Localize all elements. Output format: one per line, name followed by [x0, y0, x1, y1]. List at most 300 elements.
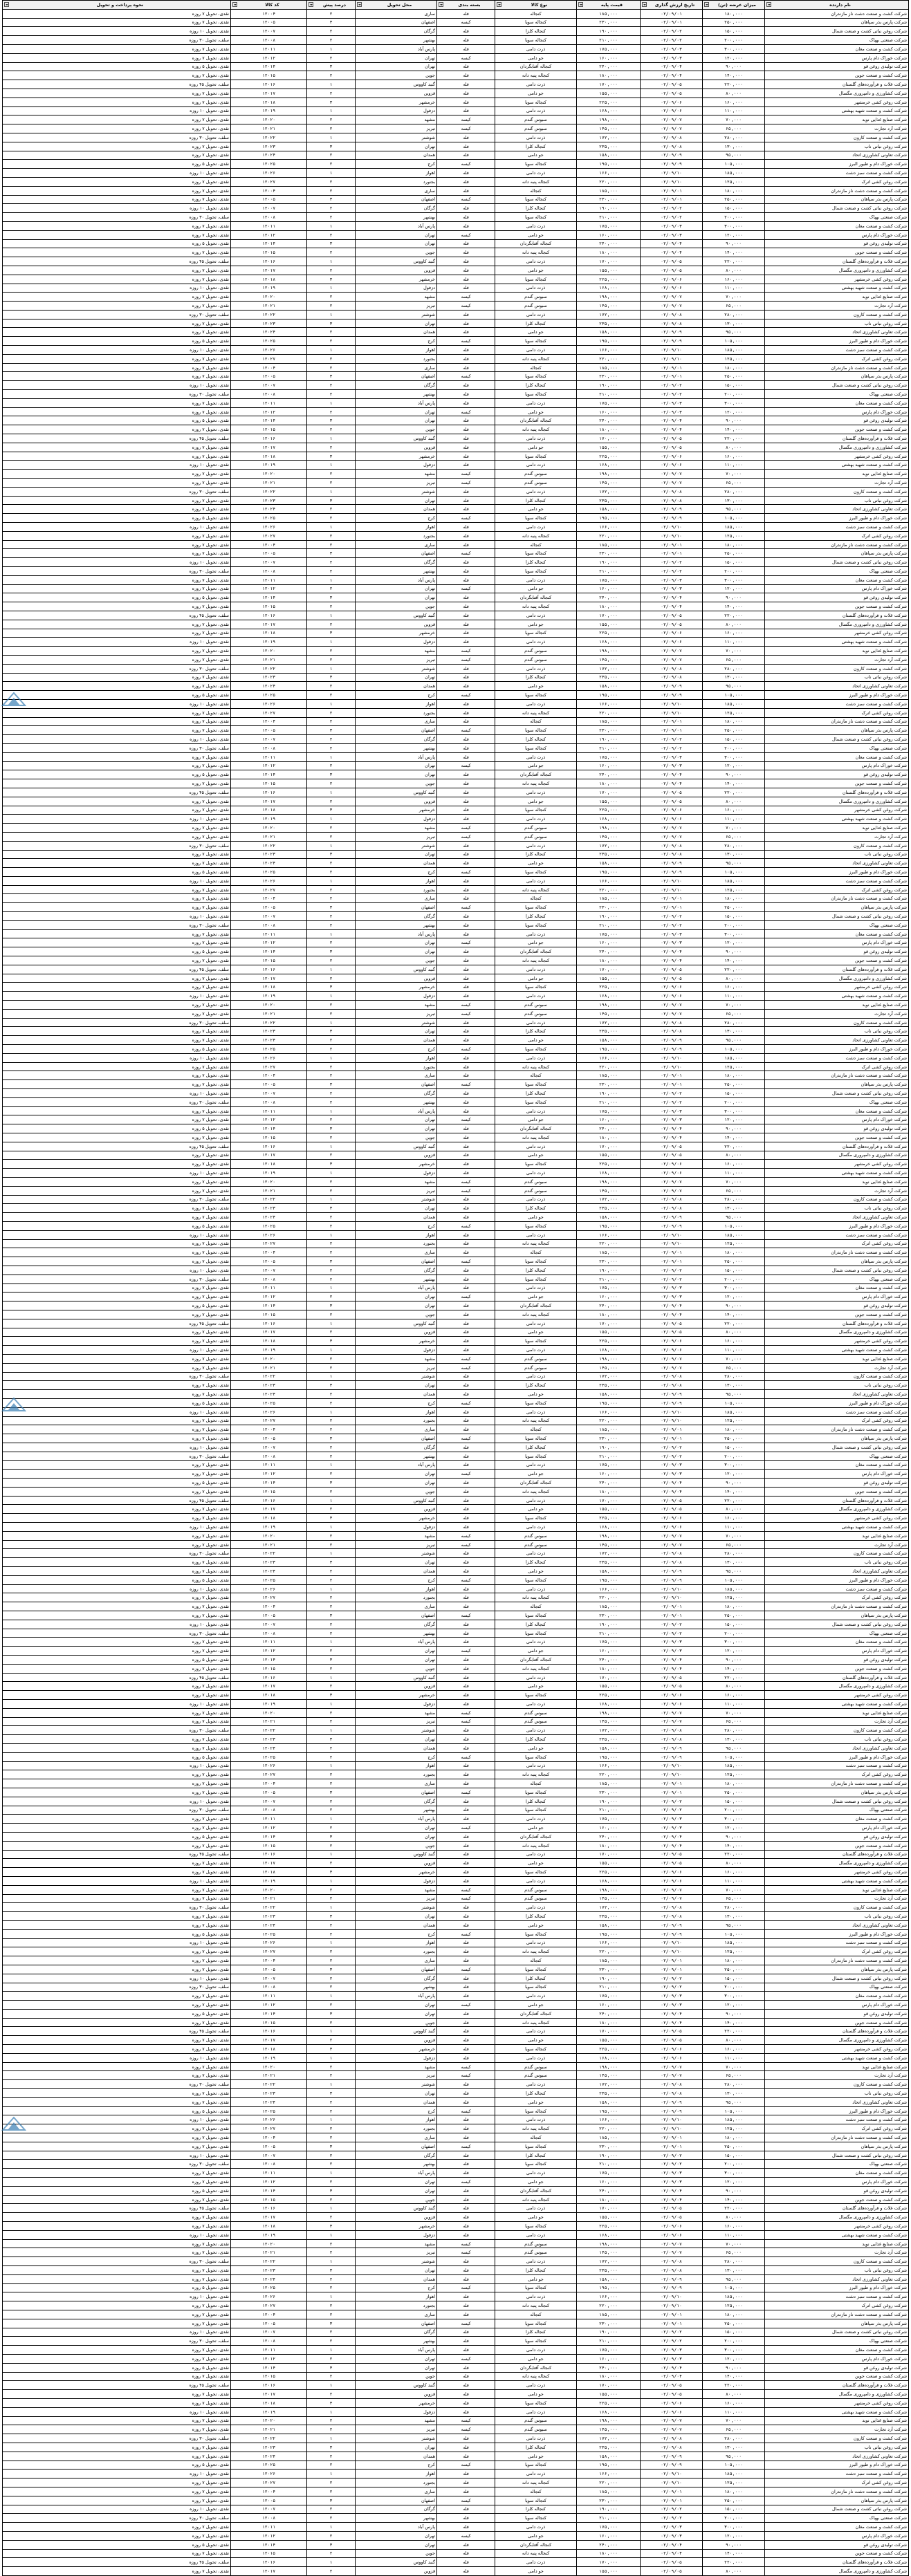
cell-owner[interactable]: شرکت روغن کشی اترک: [765, 1593, 909, 1602]
cell-terms[interactable]: سلف، تحویل ۴۵ روزه: [3, 1673, 231, 1682]
cell-product[interactable]: جو دامی: [495, 1470, 577, 1479]
cell-date[interactable]: ۰۲/۰۹/۰۶: [641, 992, 703, 1001]
cell-price[interactable]: ۱۸۰,۰۰۰: [577, 956, 641, 965]
cell-percent[interactable]: ۲: [307, 1947, 356, 1956]
cell-product[interactable]: جو دامی: [495, 1505, 577, 1514]
cell-owner[interactable]: شرکت کشت و صنعت کارون: [765, 664, 909, 673]
cell-product[interactable]: کنجاله سویا: [495, 514, 577, 523]
cell-date[interactable]: ۰۲/۰۹/۰۴: [641, 2018, 703, 2027]
cell-packing[interactable]: فله: [437, 2470, 495, 2478]
cell-quantity[interactable]: ۹۰,۰۰۰: [703, 770, 765, 779]
table-row[interactable]: [3, 1558, 909, 1567]
cell-location[interactable]: پارس آباد: [356, 1461, 437, 1470]
cell-price[interactable]: ۲۴۰,۰۰۰: [577, 2009, 641, 2018]
table-row[interactable]: [3, 1390, 909, 1399]
cell-percent[interactable]: ۱: [307, 2053, 356, 2062]
table-row[interactable]: [3, 496, 909, 505]
cell-location[interactable]: تهران: [356, 2363, 437, 2372]
cell-price[interactable]: ۲۳۰,۰۰۰: [577, 195, 641, 204]
cell-location[interactable]: جوین: [356, 602, 437, 611]
cell-percent[interactable]: ۱: [307, 1638, 356, 1647]
cell-price[interactable]: ۲۲۵,۰۰۰: [577, 2398, 641, 2407]
cell-packing[interactable]: فله: [437, 1974, 495, 1983]
cell-date[interactable]: ۰۲/۰۹/۰۳: [641, 929, 703, 938]
cell-terms[interactable]: نقدی، تحویل ۷ روزه: [3, 1531, 231, 1540]
cell-price[interactable]: ۱۶۸,۰۰۰: [577, 2053, 641, 2062]
cell-owner[interactable]: شرکت تعاونی کشاورزی اتحاد: [765, 1390, 909, 1399]
cell-packing[interactable]: فله: [437, 1815, 495, 1824]
cell-price[interactable]: ۱۵۸,۰۰۰: [577, 1390, 641, 1399]
cell-price[interactable]: ۱۹۸,۰۰۰: [577, 824, 641, 833]
cell-quantity[interactable]: ۱۲۵,۰۰۰: [703, 2478, 765, 2487]
cell-price[interactable]: ۲۲۰,۰۰۰: [577, 2301, 641, 2310]
cell-owner[interactable]: شرکت صنعتی بهپاک: [765, 1097, 909, 1106]
cell-location[interactable]: پارس آباد: [356, 2523, 437, 2532]
cell-location[interactable]: تهران: [356, 1824, 437, 1833]
cell-date[interactable]: ۰۲/۰۹/۰۲: [641, 1443, 703, 1452]
cell-terms[interactable]: نقدی، تحویل ۷ روزه: [3, 1239, 231, 1248]
cell-owner[interactable]: شرکت روغن کشی خرمشهر: [765, 2045, 909, 2054]
cell-code[interactable]: ۱۲۰۲۵: [231, 2461, 307, 2470]
cell-terms[interactable]: نقدی، تحویل ۷ روزه: [3, 673, 231, 682]
cell-code[interactable]: ۱۲۰۱۴: [231, 770, 307, 779]
cell-terms[interactable]: نقدی، تحویل ۷ روزه: [3, 2133, 231, 2142]
cell-price[interactable]: ۱۷۲,۰۰۰: [577, 2257, 641, 2266]
cell-packing[interactable]: فله: [437, 2045, 495, 2054]
table-row[interactable]: [3, 1106, 909, 1115]
cell-product[interactable]: جو دامی: [495, 2567, 577, 2576]
column-header-location[interactable]: [356, 1, 437, 10]
cell-product[interactable]: کنجاله پنبه دانه: [495, 2478, 577, 2487]
cell-owner[interactable]: شرکت صنعتی بهپاک: [765, 567, 909, 576]
cell-product[interactable]: جو دامی: [495, 1682, 577, 1691]
cell-quantity[interactable]: ۱۵۰,۰۰۰: [703, 2505, 765, 2514]
cell-packing[interactable]: فله: [437, 638, 495, 647]
cell-packing[interactable]: فله: [437, 2169, 495, 2178]
cell-owner[interactable]: شرکت روغن نباتی کشت و صنعت شمال: [765, 2505, 909, 2514]
cell-price[interactable]: ۱۴۵,۰۰۰: [577, 479, 641, 488]
cell-percent[interactable]: ۲: [307, 2151, 356, 2160]
cell-packing[interactable]: فله: [437, 434, 495, 443]
cell-location[interactable]: مشهد: [356, 1708, 437, 1717]
cell-owner[interactable]: شرکت صنایع غذایی نوید: [765, 647, 909, 656]
cell-owner[interactable]: شرکت تعاونی کشاورزی اتحاد: [765, 1920, 909, 1929]
cell-product[interactable]: کنجاله آفتابگردان: [495, 593, 577, 602]
cell-product[interactable]: جو دامی: [495, 1647, 577, 1656]
cell-owner[interactable]: شرکت روغن کشی خرمشهر: [765, 2222, 909, 2231]
cell-code[interactable]: ۱۲۰۲۵: [231, 337, 307, 346]
cell-code[interactable]: ۱۲۰۱۲: [231, 1824, 307, 1833]
cell-packing[interactable]: کیسه: [437, 1611, 495, 1620]
cell-quantity[interactable]: ۲۵۰,۰۰۰: [703, 2319, 765, 2328]
cell-quantity[interactable]: ۱۸۰,۰۰۰: [703, 894, 765, 903]
cell-owner[interactable]: شرکت خوراک دام پارس: [765, 938, 909, 947]
cell-terms[interactable]: نقدی، تحویل ۷ روزه: [3, 1390, 231, 1399]
table-row[interactable]: [3, 1036, 909, 1045]
cell-price[interactable]: ۱۸۰,۰۰۰: [577, 425, 641, 434]
cell-quantity[interactable]: ۷۰,۰۰۰: [703, 2062, 765, 2071]
cell-quantity[interactable]: ۲۰۰,۰۰۰: [703, 2160, 765, 2169]
cell-code[interactable]: ۱۲۰۱۹: [231, 815, 307, 824]
cell-price[interactable]: ۱۵۵,۰۰۰: [577, 797, 641, 806]
cell-product[interactable]: کنجاله کلزا: [495, 1204, 577, 1213]
cell-code[interactable]: ۱۲۰۰۵: [231, 1965, 307, 1974]
cell-packing[interactable]: فله: [437, 673, 495, 682]
cell-terms[interactable]: نقدی، تحویل ۱۰ روزه: [3, 27, 231, 36]
cell-date[interactable]: ۰۲/۰۹/۰۶: [641, 1169, 703, 1178]
cell-date[interactable]: ۰۲/۰۹/۰۸: [641, 142, 703, 151]
cell-terms[interactable]: سلف، تحویل ۴۵ روزه: [3, 965, 231, 974]
cell-code[interactable]: ۱۲۰۲۳: [231, 673, 307, 682]
cell-quantity[interactable]: ۱۸۵,۰۰۰: [703, 1053, 765, 1062]
cell-quantity[interactable]: ۹۰,۰۰۰: [703, 2540, 765, 2549]
cell-owner[interactable]: شرکت صنعتی بهپاک: [765, 1452, 909, 1461]
cell-packing[interactable]: فله: [437, 487, 495, 496]
cell-owner[interactable]: شرکت آرد تجارت: [765, 1540, 909, 1549]
cell-location[interactable]: تهران: [356, 2531, 437, 2540]
cell-price[interactable]: ۱۴۵,۰۰۰: [577, 832, 641, 841]
cell-date[interactable]: ۰۲/۰۹/۰۵: [641, 2036, 703, 2045]
cell-price[interactable]: ۱۹۰,۰۰۰: [577, 1089, 641, 1098]
cell-percent[interactable]: ۲: [307, 1647, 356, 1656]
cell-location[interactable]: تهران: [356, 2354, 437, 2363]
cell-quantity[interactable]: ۱۵۰,۰۰۰: [703, 1266, 765, 1275]
cell-date[interactable]: ۰۲/۰۹/۰۶: [641, 284, 703, 293]
cell-packing[interactable]: فله: [437, 1770, 495, 1779]
cell-owner[interactable]: شرکت خوراک دام و طیور البرز: [765, 1752, 909, 1761]
cell-location[interactable]: همدان: [356, 1390, 437, 1399]
cell-packing[interactable]: فله: [437, 221, 495, 230]
cell-product[interactable]: سبوس گندم: [495, 124, 577, 133]
cell-price[interactable]: ۱۹۸,۰۰۰: [577, 470, 641, 479]
cell-owner[interactable]: شرکت روغن کشی خرمشهر: [765, 1691, 909, 1700]
cell-location[interactable]: تبریز: [356, 479, 437, 488]
table-row[interactable]: [3, 1097, 909, 1106]
cell-code[interactable]: ۱۲۰۱۶: [231, 788, 307, 797]
cell-percent[interactable]: ۱: [307, 788, 356, 797]
cell-date[interactable]: ۰۲/۰۹/۰۹: [641, 337, 703, 346]
table-row[interactable]: [3, 523, 909, 532]
cell-owner[interactable]: شرکت روغن نباتی ناب: [765, 142, 909, 151]
cell-location[interactable]: همدان: [356, 1036, 437, 1045]
cell-percent[interactable]: ۲: [307, 2301, 356, 2310]
cell-packing[interactable]: فله: [437, 974, 495, 983]
cell-date[interactable]: ۰۲/۰۹/۰۲: [641, 1089, 703, 1098]
cell-packing[interactable]: فله: [437, 1337, 495, 1346]
cell-percent[interactable]: ۱: [307, 611, 356, 620]
cell-quantity[interactable]: ۱۲۰,۰۰۰: [703, 230, 765, 239]
cell-owner[interactable]: شرکت کشت و صنعت شهید بهشتی: [765, 106, 909, 115]
table-row[interactable]: [3, 2310, 909, 2319]
cell-location[interactable]: گنبد کاووس: [356, 1673, 437, 1682]
cell-terms[interactable]: نقدی، تحویل ۷ روزه: [3, 1133, 231, 1142]
cell-quantity[interactable]: ۸۰,۰۰۰: [703, 1682, 765, 1691]
cell-location[interactable]: گرگان: [356, 2328, 437, 2337]
cell-terms[interactable]: سلف، تحویل ۳۰ روزه: [3, 920, 231, 929]
cell-percent[interactable]: ۲: [307, 682, 356, 691]
cell-quantity[interactable]: ۱۸۰,۰۰۰: [703, 1602, 765, 1611]
cell-date[interactable]: ۰۲/۰۹/۰۶: [641, 1700, 703, 1709]
cell-terms[interactable]: نقدی، تحویل ۷ روزه: [3, 1664, 231, 1673]
cell-price[interactable]: ۲۳۰,۰۰۰: [577, 2142, 641, 2151]
cell-packing[interactable]: کیسه: [437, 1531, 495, 1540]
cell-product[interactable]: کنجاله سویا: [495, 1045, 577, 1054]
cell-product[interactable]: کنجاله سویا: [495, 1452, 577, 1461]
cell-location[interactable]: دزفول: [356, 992, 437, 1001]
cell-code[interactable]: ۱۲۰۱۶: [231, 2558, 307, 2567]
cell-quantity[interactable]: ۱۳۰,۰۰۰: [703, 142, 765, 151]
cell-owner[interactable]: شرکت روغن کشی اترک: [765, 708, 909, 717]
cell-product[interactable]: ذرت دامی: [495, 1549, 577, 1558]
cell-date[interactable]: ۰۲/۰۹/۱۰: [641, 2115, 703, 2124]
cell-percent[interactable]: ۲: [307, 160, 356, 169]
cell-percent[interactable]: ۲: [307, 540, 356, 549]
cell-packing[interactable]: فله: [437, 1461, 495, 1470]
cell-price[interactable]: ۱۷۰,۰۰۰: [577, 965, 641, 974]
cell-packing[interactable]: کیسه: [437, 2425, 495, 2434]
cell-packing[interactable]: فله: [437, 1496, 495, 1505]
table-row[interactable]: [3, 1549, 909, 1558]
cell-price[interactable]: ۱۶۰,۰۰۰: [577, 1824, 641, 1833]
table-row[interactable]: [3, 407, 909, 416]
cell-price[interactable]: ۱۹۰,۰۰۰: [577, 1974, 641, 1983]
cell-owner[interactable]: شرکت کشاورزی و دامپروری مگسال: [765, 266, 909, 275]
table-row[interactable]: [3, 735, 909, 744]
cell-code[interactable]: ۱۲۰۰۵: [231, 18, 307, 27]
cell-price[interactable]: ۱۷۵,۰۰۰: [577, 221, 641, 230]
cell-product[interactable]: سبوس گندم: [495, 1186, 577, 1195]
cell-terms[interactable]: سلف، تحویل ۳۰ روزه: [3, 567, 231, 576]
cell-packing[interactable]: فله: [437, 106, 495, 115]
cell-packing[interactable]: فله: [437, 779, 495, 788]
cell-quantity[interactable]: ۱۰۵,۰۰۰: [703, 2283, 765, 2292]
cell-terms[interactable]: نقدی، تحویل ۷ روزه: [3, 832, 231, 841]
cell-quantity[interactable]: ۸۰,۰۰۰: [703, 266, 765, 275]
cell-terms[interactable]: نقدی، تحویل ۷ روزه: [3, 1062, 231, 1071]
cell-price[interactable]: ۱۷۵,۰۰۰: [577, 929, 641, 938]
cell-packing[interactable]: کیسه: [437, 2461, 495, 2470]
cell-date[interactable]: ۰۲/۰۹/۰۹: [641, 1567, 703, 1576]
cell-location[interactable]: جوین: [356, 956, 437, 965]
cell-packing[interactable]: فله: [437, 2274, 495, 2283]
cell-product[interactable]: کنجاله آفتابگردان: [495, 2540, 577, 2549]
cell-date[interactable]: ۰۲/۰۹/۰۵: [641, 1142, 703, 1151]
cell-code[interactable]: ۱۲۰۱۸: [231, 806, 307, 815]
cell-location[interactable]: کرج: [356, 1221, 437, 1230]
cell-terms[interactable]: نقدی، تحویل ۱۰ روزه: [3, 1620, 231, 1629]
cell-product[interactable]: کنجاله آفتابگردان: [495, 2363, 577, 2372]
cell-percent[interactable]: ۲: [307, 938, 356, 947]
cell-terms[interactable]: نقدی، تحویل ۷ روزه: [3, 328, 231, 337]
cell-date[interactable]: ۰۲/۰۹/۰۲: [641, 920, 703, 929]
cell-date[interactable]: ۰۲/۰۹/۱۰: [641, 2470, 703, 2478]
cell-date[interactable]: ۰۲/۰۹/۰۳: [641, 1284, 703, 1292]
cell-percent[interactable]: ۳: [307, 452, 356, 461]
cell-owner[interactable]: شرکت پارس بذر سپاهان: [765, 1080, 909, 1089]
cell-owner[interactable]: شرکت خوراک دام و طیور البرز: [765, 160, 909, 169]
cell-code[interactable]: ۱۲۰۲۷: [231, 177, 307, 186]
cell-code[interactable]: ۱۲۰۰۵: [231, 2319, 307, 2328]
cell-location[interactable]: ساری: [356, 9, 437, 18]
cell-terms[interactable]: نقدی، تحویل ۷ روزه: [3, 1248, 231, 1257]
cell-terms[interactable]: نقدی، تحویل ۷ روزه: [3, 1779, 231, 1788]
cell-location[interactable]: اهواز: [356, 346, 437, 355]
cell-packing[interactable]: کیسه: [437, 1885, 495, 1894]
cell-price[interactable]: ۲۴۰,۰۰۰: [577, 1301, 641, 1310]
cell-packing[interactable]: فله: [437, 593, 495, 602]
cell-location[interactable]: اهواز: [356, 1584, 437, 1593]
cell-owner[interactable]: شرکت کشت و صنعت کارون: [765, 487, 909, 496]
cell-price[interactable]: ۱۹۰,۰۰۰: [577, 912, 641, 921]
cell-location[interactable]: اهواز: [356, 1761, 437, 1770]
cell-packing[interactable]: فله: [437, 2478, 495, 2487]
cell-percent[interactable]: ۲: [307, 647, 356, 656]
cell-owner[interactable]: شرکت کشت و صنعت مغان: [765, 1638, 909, 1647]
cell-percent[interactable]: ۱: [307, 2434, 356, 2443]
cell-product[interactable]: ذرت دامی: [495, 1496, 577, 1505]
cell-quantity[interactable]: ۱۳۰,۰۰۰: [703, 1027, 765, 1036]
table-row[interactable]: [3, 390, 909, 399]
cell-code[interactable]: ۱۲۰۲۳: [231, 850, 307, 859]
cell-quantity[interactable]: ۱۵۰,۰۰۰: [703, 2151, 765, 2160]
cell-price[interactable]: ۲۱۰,۰۰۰: [577, 2160, 641, 2169]
cell-date[interactable]: ۰۲/۰۹/۰۹: [641, 2106, 703, 2115]
cell-owner[interactable]: شرکت تعاونی کشاورزی اتحاد: [765, 1743, 909, 1752]
cell-code[interactable]: ۱۲۰۲۶: [231, 2292, 307, 2301]
cell-quantity[interactable]: ۷۰,۰۰۰: [703, 1531, 765, 1540]
cell-packing[interactable]: فله: [437, 1479, 495, 1488]
cell-product[interactable]: کنجاله سویا: [495, 691, 577, 700]
table-row[interactable]: [3, 2195, 909, 2204]
cell-owner[interactable]: شرکت کشت و صنعت دشت ناز مازندران: [765, 363, 909, 372]
cell-terms[interactable]: سلف، تحویل ۳۰ روزه: [3, 1903, 231, 1912]
table-row[interactable]: [3, 98, 909, 106]
cell-owner[interactable]: شرکت روغن نباتی کشت و صنعت شمال: [765, 1443, 909, 1452]
cell-quantity[interactable]: ۱۴۰,۰۰۰: [703, 2372, 765, 2381]
cell-percent[interactable]: ۳: [307, 1479, 356, 1488]
cell-location[interactable]: تهران: [356, 1558, 437, 1567]
cell-date[interactable]: ۰۲/۰۹/۰۷: [641, 115, 703, 124]
cell-percent[interactable]: ۲: [307, 1186, 356, 1195]
cell-code[interactable]: ۱۲۰۱۷: [231, 266, 307, 275]
table-row[interactable]: [3, 1575, 909, 1584]
cell-packing[interactable]: فله: [437, 354, 495, 363]
cell-product[interactable]: کنجاله کلزا: [495, 2328, 577, 2337]
cell-date[interactable]: ۰۲/۰۹/۰۹: [641, 1575, 703, 1584]
cell-owner[interactable]: شرکت روغن کشی خرمشهر: [765, 1868, 909, 1877]
cell-location[interactable]: ساری: [356, 894, 437, 903]
cell-packing[interactable]: فله: [437, 2195, 495, 2204]
cell-quantity[interactable]: ۱۲۰,۰۰۰: [703, 53, 765, 62]
cell-terms[interactable]: سلف، تحویل ۳۰ روزه: [3, 1452, 231, 1461]
cell-owner[interactable]: شرکت کشت و صنعت دشت ناز مازندران: [765, 1071, 909, 1080]
cell-location[interactable]: گرگان: [356, 1266, 437, 1275]
cell-date[interactable]: ۰۲/۰۹/۰۵: [641, 1151, 703, 1160]
cell-location[interactable]: مشهد: [356, 470, 437, 479]
cell-packing[interactable]: فله: [437, 2346, 495, 2355]
cell-terms[interactable]: نقدی، تحویل ۷ روزه: [3, 425, 231, 434]
table-row[interactable]: [3, 2213, 909, 2222]
cell-percent[interactable]: ۲: [307, 1071, 356, 1080]
cell-terms[interactable]: نقدی، تحویل ۷ روزه: [3, 407, 231, 416]
cell-quantity[interactable]: ۶۵,۰۰۰: [703, 302, 765, 311]
cell-date[interactable]: ۰۲/۰۹/۰۱: [641, 726, 703, 735]
cell-percent[interactable]: ۲: [307, 230, 356, 239]
cell-owner[interactable]: شرکت تولیدی روغن قو: [765, 239, 909, 248]
cell-date[interactable]: ۰۲/۰۹/۰۹: [641, 1929, 703, 1938]
cell-owner[interactable]: شرکت آرد تجارت: [765, 2071, 909, 2080]
cell-quantity[interactable]: ۱۸۰,۰۰۰: [703, 2133, 765, 2142]
cell-date[interactable]: ۰۲/۰۹/۰۸: [641, 1735, 703, 1744]
cell-code[interactable]: ۱۲۰۰۸: [231, 1275, 307, 1284]
cell-packing[interactable]: فله: [437, 1938, 495, 1947]
table-row[interactable]: [3, 876, 909, 885]
cell-location[interactable]: بجنورد: [356, 1062, 437, 1071]
cell-code[interactable]: ۱۲۰۱۱: [231, 2169, 307, 2178]
table-row[interactable]: [3, 2292, 909, 2301]
cell-price[interactable]: ۱۷۰,۰۰۰: [577, 1142, 641, 1151]
cell-quantity[interactable]: ۳۰۰,۰۰۰: [703, 1284, 765, 1292]
cell-terms[interactable]: نقدی، تحویل ۷ روزه: [3, 956, 231, 965]
cell-quantity[interactable]: ۱۴۰,۰۰۰: [703, 425, 765, 434]
cell-date[interactable]: ۰۲/۰۹/۰۵: [641, 1505, 703, 1514]
cell-packing[interactable]: کیسه: [437, 549, 495, 558]
cell-product[interactable]: کنجاله پنبه دانه: [495, 779, 577, 788]
cell-date[interactable]: ۰۲/۰۹/۰۷: [641, 1354, 703, 1363]
cell-percent[interactable]: ۲: [307, 425, 356, 434]
table-row[interactable]: [3, 2186, 909, 2195]
cell-owner[interactable]: شرکت کشاورزی و دامپروری مگسال: [765, 1505, 909, 1514]
cell-quantity[interactable]: ۸۰,۰۰۰: [703, 1151, 765, 1160]
cell-date[interactable]: ۰۲/۰۹/۱۰: [641, 1230, 703, 1239]
table-row[interactable]: [3, 1815, 909, 1824]
cell-quantity[interactable]: ۷۰,۰۰۰: [703, 1885, 765, 1894]
cell-owner[interactable]: شرکت روغن نباتی کشت و صنعت شمال: [765, 912, 909, 921]
cell-date[interactable]: ۰۲/۰۹/۰۲: [641, 381, 703, 390]
cell-product[interactable]: کنجاله سویا: [495, 1575, 577, 1584]
cell-location[interactable]: تهران: [356, 2009, 437, 2018]
cell-location[interactable]: گرگان: [356, 204, 437, 213]
cell-terms[interactable]: نقدی، تحویل ۷ روزه: [3, 2018, 231, 2027]
cell-location[interactable]: خرمشهر: [356, 1691, 437, 1700]
cell-price[interactable]: ۱۵۵,۰۰۰: [577, 2390, 641, 2399]
cell-location[interactable]: اصفهان: [356, 1080, 437, 1089]
cell-product[interactable]: ذرت دامی: [495, 2407, 577, 2416]
table-row[interactable]: [3, 797, 909, 806]
cell-date[interactable]: ۰۲/۰۹/۰۸: [641, 841, 703, 850]
cell-date[interactable]: ۰۲/۰۹/۰۶: [641, 1868, 703, 1877]
table-row[interactable]: [3, 770, 909, 779]
cell-terms[interactable]: نقدی، تحویل ۵ روزه: [3, 239, 231, 248]
cell-packing[interactable]: کیسه: [437, 2001, 495, 2010]
cell-code[interactable]: ۱۲۰۰۷: [231, 2328, 307, 2337]
cell-location[interactable]: اصفهان: [356, 1788, 437, 1797]
cell-terms[interactable]: نقدی، تحویل ۷ روزه: [3, 629, 231, 638]
cell-quantity[interactable]: ۲۰۰,۰۰۰: [703, 1806, 765, 1815]
cell-price[interactable]: ۱۹۸,۰۰۰: [577, 293, 641, 302]
cell-quantity[interactable]: ۱۸۵,۰۰۰: [703, 1230, 765, 1239]
cell-owner[interactable]: شرکت روغن نباتی ناب: [765, 673, 909, 682]
cell-terms[interactable]: نقدی، تحویل ۷ روزه: [3, 2390, 231, 2399]
table-row[interactable]: [3, 1965, 909, 1974]
cell-product[interactable]: کنجاله پنبه دانه: [495, 1770, 577, 1779]
cell-owner[interactable]: شرکت کشت و صنعت مغان: [765, 1461, 909, 1470]
cell-owner[interactable]: شرکت خوراک دام و طیور البرز: [765, 2106, 909, 2115]
cell-location[interactable]: خرمشهر: [356, 1514, 437, 1523]
cell-quantity[interactable]: ۱۳۰,۰۰۰: [703, 2266, 765, 2275]
table-row[interactable]: [3, 815, 909, 824]
cell-quantity[interactable]: ۱۰۵,۰۰۰: [703, 1575, 765, 1584]
